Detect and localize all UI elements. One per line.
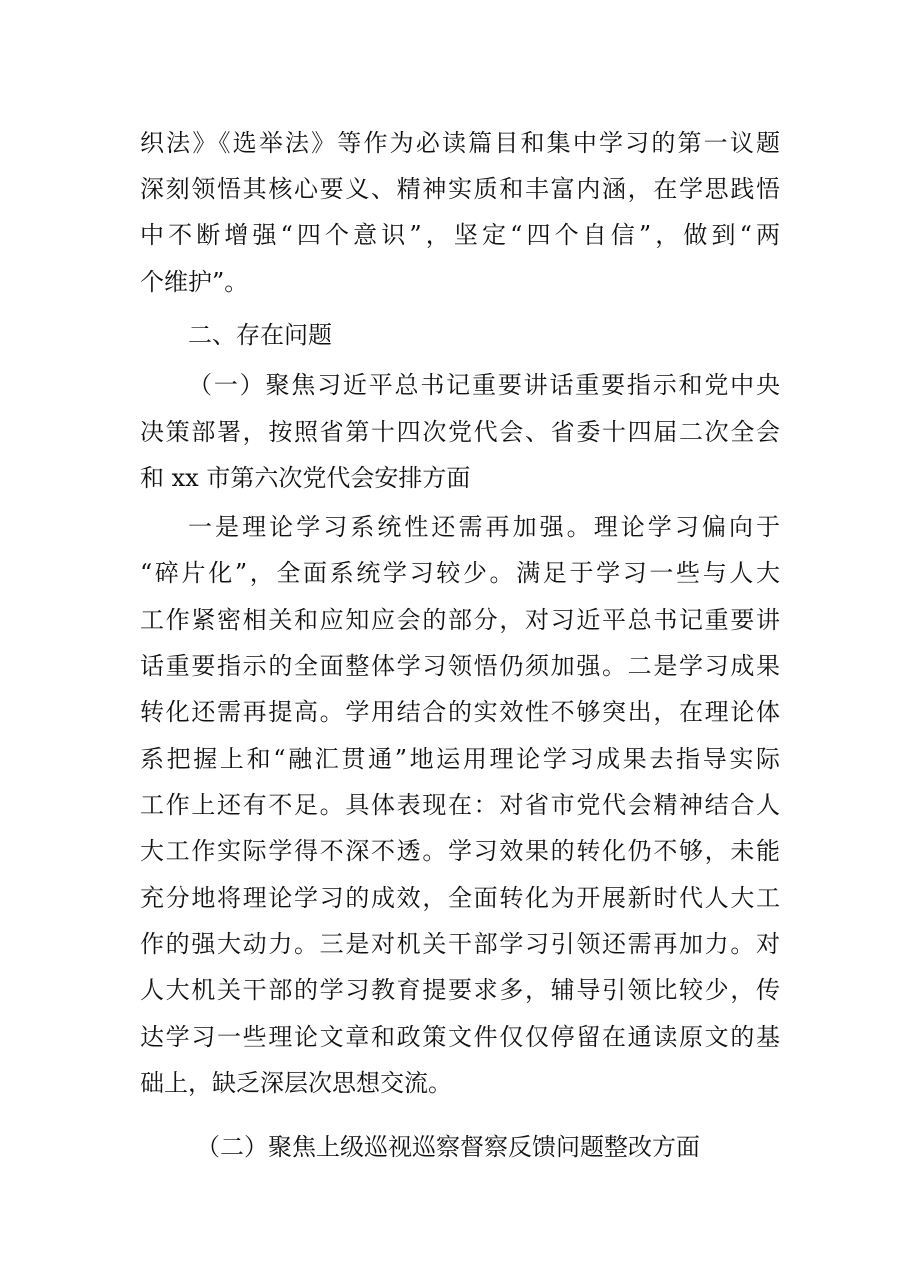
subsection-heading: （一）聚焦习近平总书记重要讲话重要指示和党中央 [188,371,780,399]
subsection-heading-line: 和 xx 市第六次党代会安排方面 [140,464,471,492]
subsection-heading: （二）聚焦上级巡视巡察督察反馈问题整改方面 [196,1133,700,1161]
body-text-line: 础上，缺乏深层次思想交流。 [140,1069,452,1097]
body-text-line: 人大机关干部的学习教育提要求多，辅导引领比较少，传 [140,976,780,1004]
body-text-line: 系把握上和“融汇贯通”地运用理论学习成果去指导实际 [140,745,780,773]
section-heading: 二、存在问题 [188,321,332,349]
body-text-line: 转化还需再提高。学用结合的实效性不够突出，在理论体 [140,698,780,726]
subsection-heading-line: 决策部署，按照省第十四次党代会、省委十四届二次全会 [140,418,780,446]
body-text-line: 织法》《选举法》等作为必读篇目和集中学习的第一议题 [140,129,780,157]
body-text-line: 作的强大动力。三是对机关干部学习引领还需再加力。对 [140,930,780,958]
body-text-line: 中不断增强“四个意识”，坚定“四个自信”，做到“两 [140,221,780,249]
body-text-line: “碎片化”，全面系统学习较少。满足于学习一些与人大 [140,559,780,587]
body-text-line: 一是理论学习系统性还需再加强。理论学习偏向于 [188,513,780,541]
body-text-line: 个维护”。 [140,268,249,296]
body-text-line: 深刻领悟其核心要义、精神实质和丰富内涵，在学思践悟 [140,175,780,203]
body-text-line: 话重要指示的全面整体学习领悟仍须加强。二是学习成果 [140,652,780,680]
body-text-line: 大工作实际学得不深不透。学习效果的转化仍不够，未能 [140,837,780,865]
body-text-line: 充分地将理论学习的成效，全面转化为开展新时代人大工 [140,884,780,912]
body-text-line: 工作紧密相关和应知应会的部分，对习近平总书记重要讲 [140,606,780,634]
body-text-line: 达学习一些理论文章和政策文件仅仅停留在通读原文的基 [140,1023,780,1051]
body-text-line: 工作上还有不足。具体表现在：对省市党代会精神结合人 [140,791,780,819]
